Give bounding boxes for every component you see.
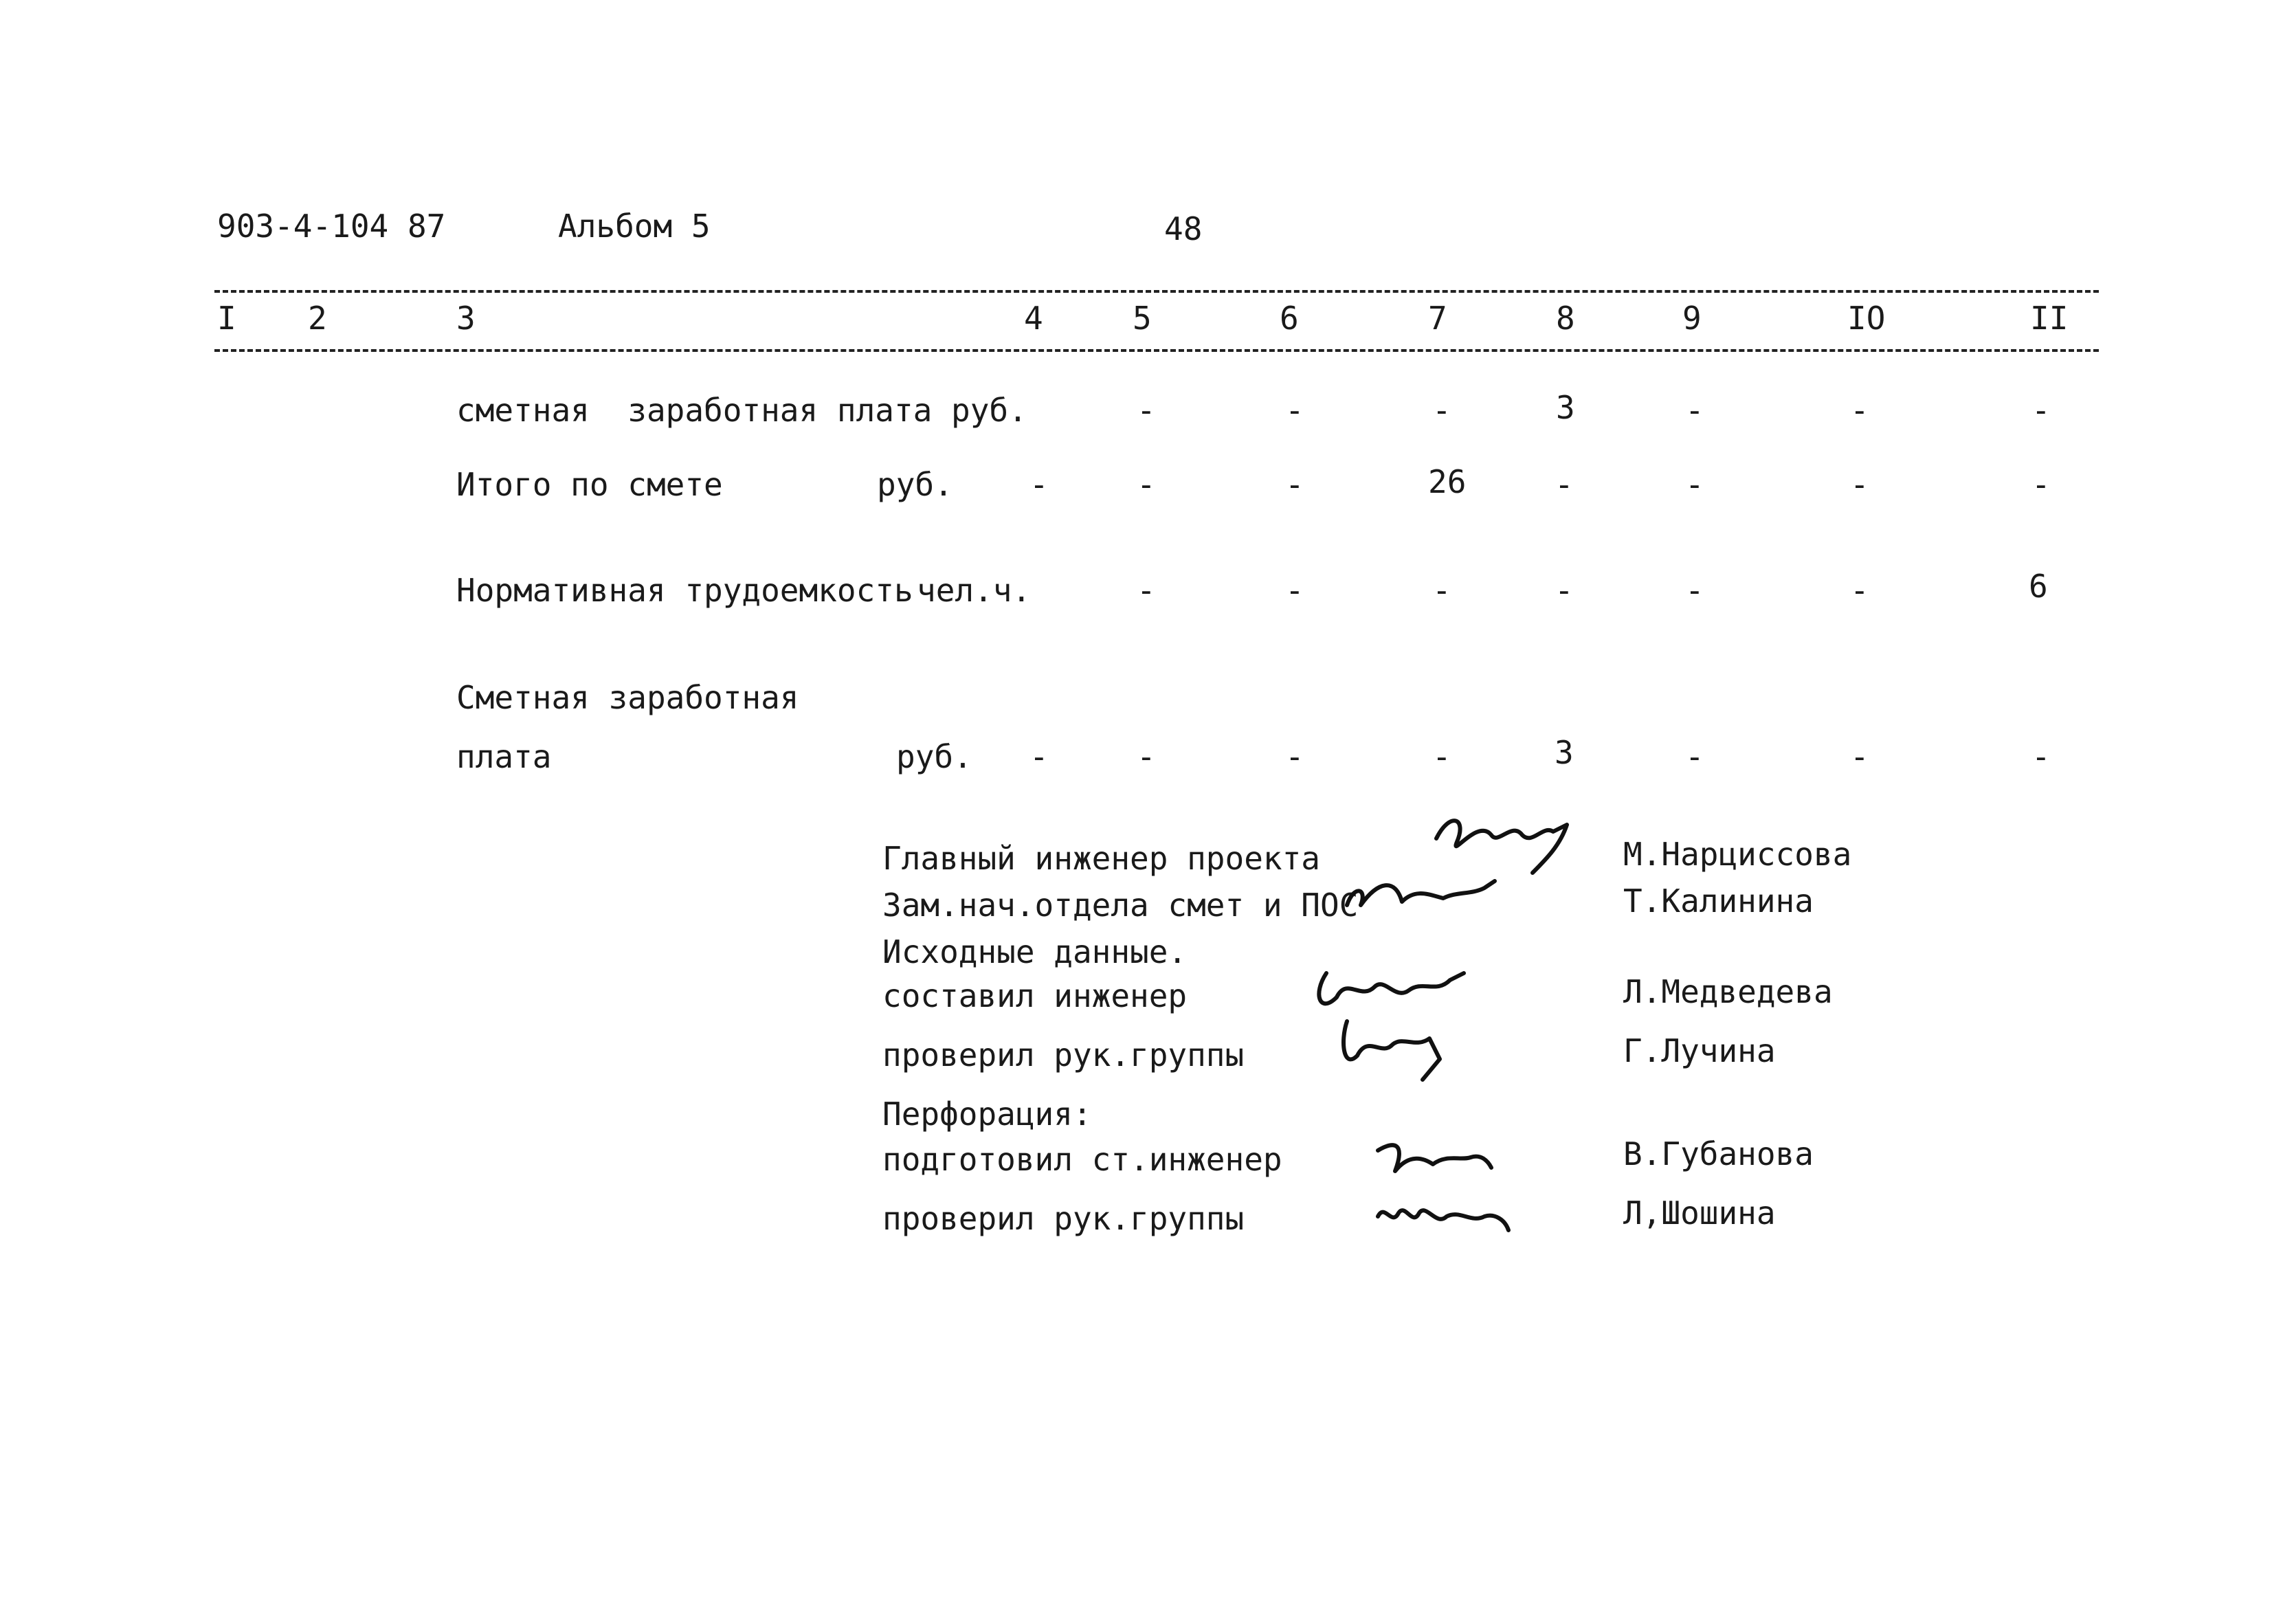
cell-value: - [1285, 738, 1304, 775]
signature-role: проверил рук.группы [882, 1036, 1245, 1074]
cell-value: - [2031, 466, 2051, 503]
cell-value: - [1850, 738, 1869, 775]
handwritten-signature [1368, 1130, 1498, 1185]
handwritten-signature [1326, 1008, 1457, 1083]
row-unit: руб. [877, 466, 953, 503]
cell-value: 6 [2029, 568, 2048, 605]
cell-value: - [1029, 738, 1049, 775]
signature-name: В.Губанова [1623, 1135, 1814, 1172]
page-number: 48 [1164, 210, 1203, 247]
row-unit: руб. [896, 738, 972, 775]
column-header: II [2030, 300, 2069, 337]
signature-role: Перфорация: [882, 1095, 1092, 1133]
cell-value: - [1685, 466, 1704, 503]
header-rule-bottom [214, 349, 2099, 352]
signature-name: Г.Лучина [1623, 1032, 1776, 1069]
signature-role: Зам.нач.отдела смет и ПОС [882, 887, 1359, 924]
cell-value: - [1285, 572, 1304, 609]
signature-role: подготовил ст.инженер [882, 1141, 1282, 1178]
signature-role: составил инженер [882, 977, 1188, 1014]
column-header: 2 [308, 300, 327, 337]
cell-value: - [1432, 572, 1451, 609]
cell-value: - [1137, 466, 1156, 503]
row-unit: чел.ч. [917, 572, 1032, 609]
cell-value: - [1555, 572, 1574, 609]
cell-value: - [1285, 466, 1304, 503]
column-header: 8 [1556, 300, 1575, 337]
signature-name: Т.Калинина [1623, 882, 1814, 920]
cell-value: 3 [1555, 734, 1574, 771]
cell-value: - [1137, 572, 1156, 609]
cell-value: - [2031, 392, 2051, 429]
signature-role: проверил рук.группы [882, 1200, 1245, 1237]
column-header: 9 [1682, 300, 1702, 337]
column-header: 3 [456, 300, 476, 337]
cell-value: - [1685, 572, 1704, 609]
column-header: 5 [1133, 300, 1152, 337]
cell-value: - [1850, 572, 1869, 609]
cell-value: - [1432, 392, 1451, 429]
cell-value: - [1685, 392, 1704, 429]
cell-value: - [1555, 466, 1574, 503]
row-label: Итого по смете [456, 466, 723, 503]
column-header: 7 [1428, 300, 1447, 337]
album-label: Альбом 5 [558, 208, 711, 245]
column-header: I [217, 300, 236, 337]
cell-value: - [1850, 392, 1869, 429]
cell-value: - [1137, 392, 1156, 429]
cell-value: - [1432, 738, 1451, 775]
column-header: 4 [1024, 300, 1043, 337]
cell-value: - [1285, 392, 1304, 429]
column-header: IO [1847, 300, 1886, 337]
cell-value: - [1850, 466, 1869, 503]
cell-value: - [1685, 738, 1704, 775]
cell-value: - [1029, 466, 1049, 503]
handwritten-signature [1368, 1189, 1519, 1244]
signature-role: Исходные данные. [882, 933, 1188, 970]
column-header: 6 [1280, 300, 1299, 337]
row-label: Нормативная трудоемкость [456, 572, 913, 609]
cell-value: 26 [1428, 463, 1467, 500]
signature-name: Л,Шошина [1623, 1194, 1776, 1232]
signature-role: Главный инженер проекта [882, 840, 1320, 877]
handwritten-signature [1340, 867, 1505, 922]
signature-name: М.Нарциссова [1623, 836, 1852, 873]
cell-value: - [1137, 738, 1156, 775]
row-unit: руб. [951, 392, 1027, 429]
row-label: сметная заработная плата [456, 392, 933, 429]
row-label-line2: плата [456, 738, 552, 775]
cell-value: 3 [1556, 389, 1575, 426]
row-label-line1: Сметная заработная [456, 679, 799, 716]
cell-value: - [2031, 738, 2051, 775]
header-rule-top [214, 290, 2099, 293]
signature-name: Л.Медведева [1623, 973, 1833, 1010]
document-code: 903-4-104 87 [217, 208, 446, 245]
